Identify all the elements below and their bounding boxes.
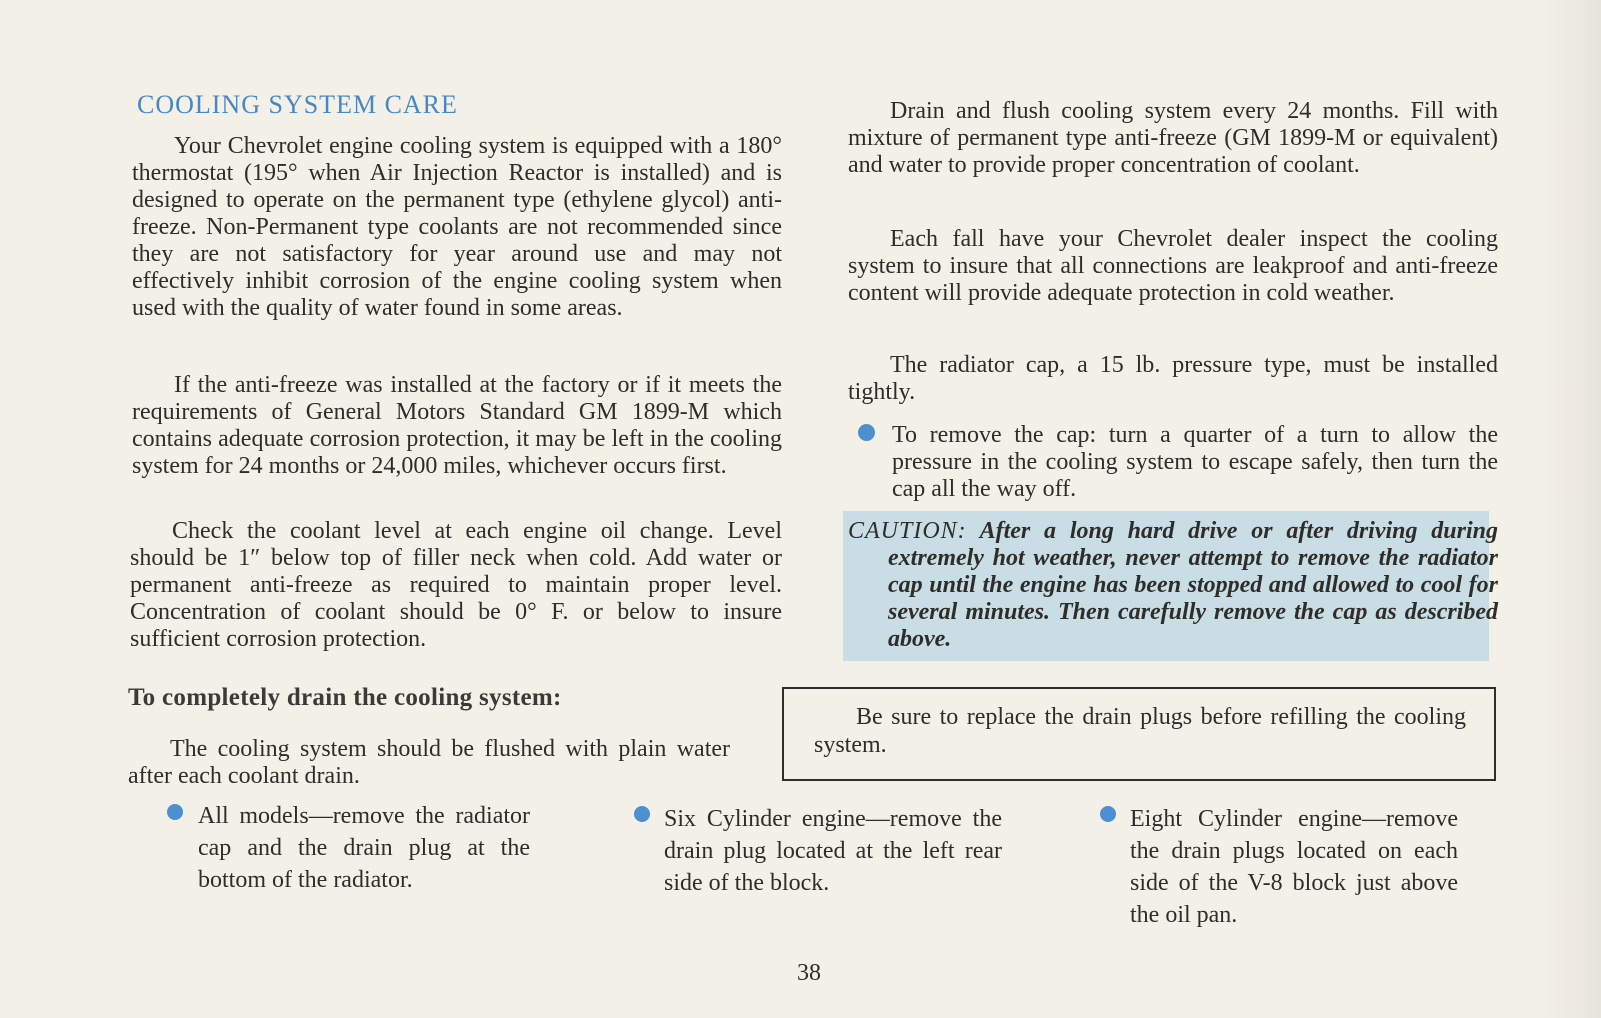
remove-cap-bullet: To remove the cap: turn a quarter of a turn to allow the pressure in the cooling system to escape safely, then turn the cap all the way off. — [892, 422, 1498, 502]
bullet-icon — [634, 806, 650, 822]
bullet-icon — [1100, 806, 1116, 822]
antifreeze-paragraph: If the anti-freeze was installed at the factory or if it meets the requirements of General Motors Standard GM 1899-M which contains adequate corrosion protection, it may be left in the cooling system for 24 months or 24,000 miles, whichever occurs first. — [132, 372, 782, 479]
section-title: COOLING SYSTEM CARE — [137, 90, 458, 119]
caution-text: After a long hard drive or after driving during extremely hot weather, never attempt to remove the radiator cap until the engine has been stopped and allowed to cool for several minutes. Then carefully remove the cap as described above. — [888, 518, 1498, 652]
drain-intro-paragraph: The cooling system should be flushed with plain water after each coolant drain. — [128, 736, 730, 789]
page-number: 38 — [797, 960, 821, 986]
drain-heading: To completely drain the cooling system: — [128, 684, 562, 711]
drain-plug-notice: Be sure to replace the drain plugs before refilling the cooling system. — [814, 704, 1466, 758]
caution-note — [848, 518, 1498, 653]
drain-plug-notice-box — [782, 687, 1496, 781]
bullet-icon — [858, 424, 875, 441]
intro-paragraph: Your Chevrolet engine cooling system is equipped with a 180° thermostat (195° when Air Injection Reactor is installed) and is designed to operate on the permanent type (ethylene glycol) anti-freeze. Non-Permanent type coolants are not recommended since they are not satisfactory for year around use and may not effectively inhibit corrosion of the engine cooling system when used with the quality of water found in some areas. — [132, 133, 782, 321]
six-cylinder-bullet: Six Cylinder engine—remove the drain plug located at the left rear side of the block. — [664, 806, 1002, 896]
all-models-bullet: All models—remove the radiator cap and the drain plug at the bottom of the radiator. — [198, 803, 530, 893]
coolant-level-paragraph: Check the coolant level at each engine oil change. Level should be 1″ below top of filler neck when cold. Add water or permanent anti-freeze as required to maintain proper level. Concentration of coolant should be 0° F. or below to insure sufficient corrosion protection. — [130, 518, 782, 652]
caution-label: CAUTION: — [848, 518, 967, 544]
page-edge-shade — [1541, 0, 1601, 1018]
eight-cylinder-bullet: Eight Cylinder engine—remove the drain plugs located on each side of the V-8 block just above the oil pan. — [1130, 806, 1458, 928]
radiator-cap-paragraph: The radiator cap, a 15 lb. pressure type, must be installed tightly. — [848, 352, 1498, 405]
drain-flush-paragraph: Drain and flush cooling system every 24 months. Fill with mixture of permanent type anti-freeze (GM 1899-M or equivalent) and water to provide proper concentration of coolant. — [848, 98, 1498, 178]
bullet-icon — [167, 804, 183, 820]
fall-inspection-paragraph: Each fall have your Chevrolet dealer inspect the cooling system to insure that all connections are leakproof and anti-freeze content will provide adequate protection in cold weather. — [848, 226, 1498, 306]
